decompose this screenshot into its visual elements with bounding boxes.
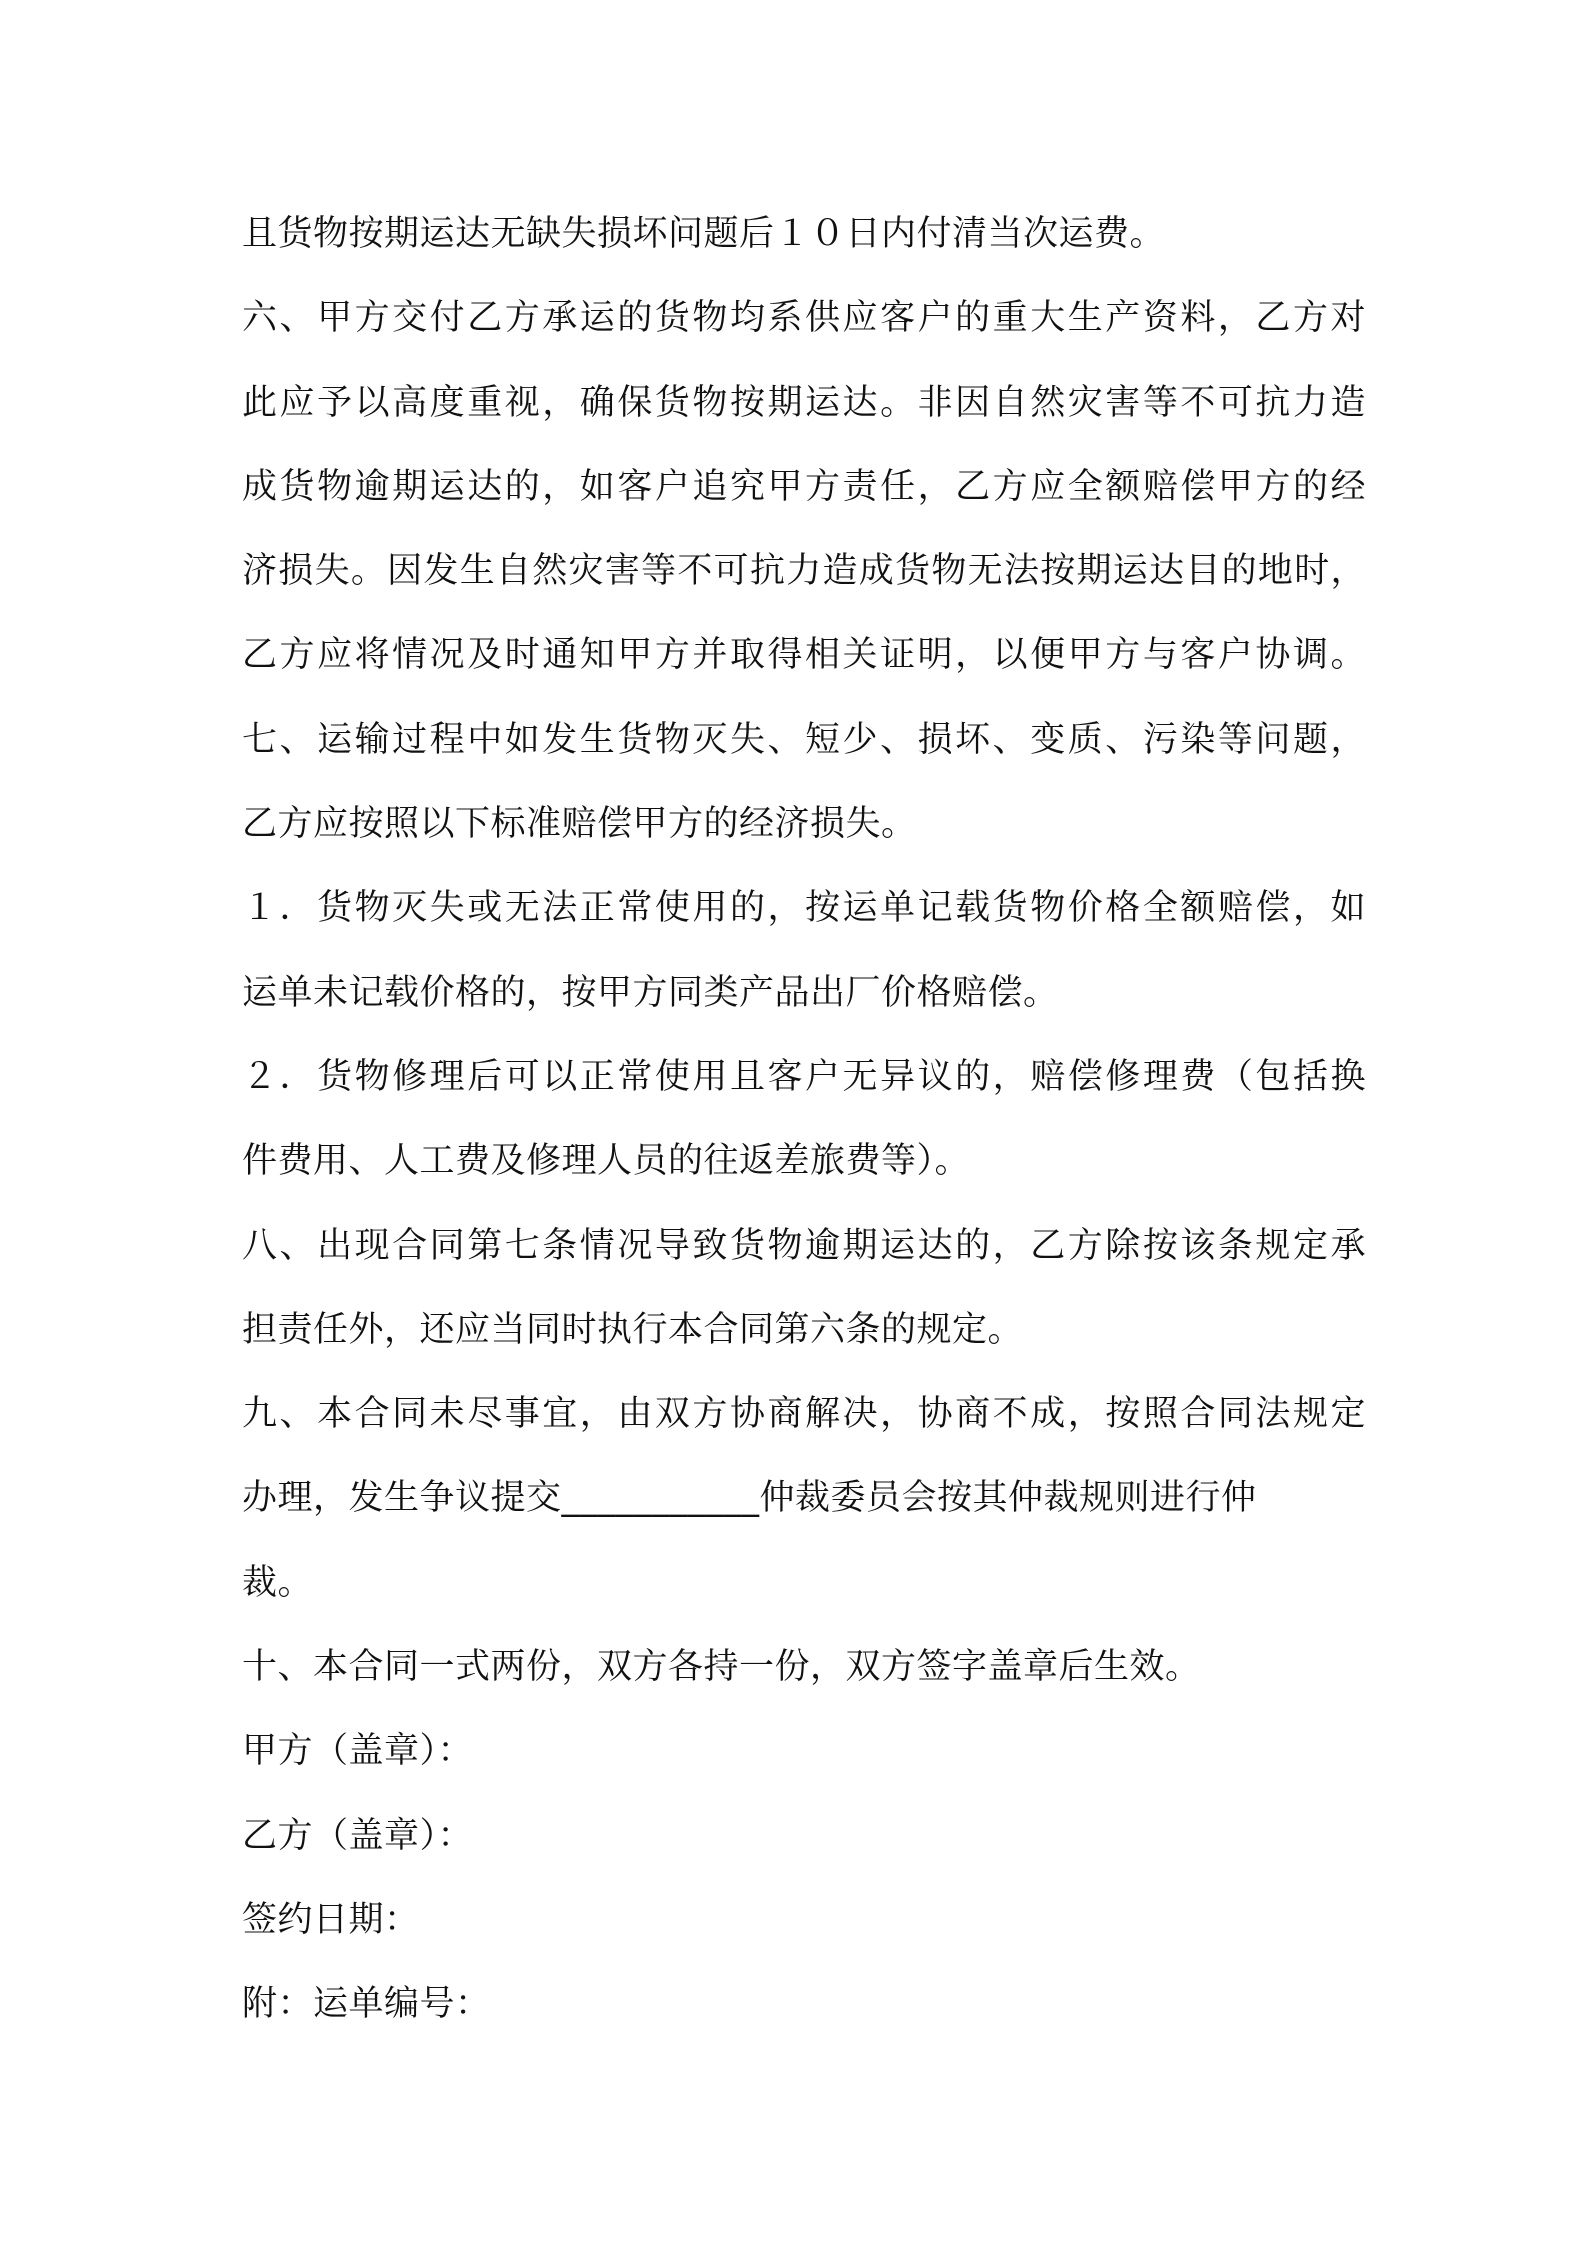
text-line: 六、甲方交付乙方承运的货物均系供应客户的重大生产资料，乙方对 bbox=[242, 298, 1366, 339]
signing-date-label: 签约日期： bbox=[242, 1899, 420, 1940]
text-line: 七、运输过程中如发生货物灭失、短少、损坏、变质、污染等问题， bbox=[242, 719, 1366, 760]
text-line: 成货物逾期运达的，如客户追究甲方责任，乙方应全额赔偿甲方的经 bbox=[242, 466, 1366, 507]
text-line: 此应予以高度重视，确保货物按期运达。非因自然灾害等不可抗力造 bbox=[242, 382, 1366, 423]
text-line: 八、出现合同第七条情况导致货物逾期运达的，乙方除按该条规定承 bbox=[242, 1225, 1366, 1266]
waybill-number-label: 附：运单编号： bbox=[242, 1984, 491, 2025]
text-line: ２．货物修理后可以正常使用且客户无异议的，赔偿修理费（包括换 bbox=[242, 1056, 1366, 1097]
signature-label-party-a: 甲方（盖章）： bbox=[242, 1731, 474, 1772]
text-line: 办理，发生争议提交___________仲裁委员会按其仲裁规则进行仲 bbox=[242, 1478, 1257, 1519]
text-line: 九、本合同未尽事宜，由双方协商解决，协商不成，按照合同法规定 bbox=[242, 1394, 1366, 1435]
signature-label-party-b: 乙方（盖章）： bbox=[242, 1815, 474, 1856]
text-line: 运单未记载价格的，按甲方同类产品出厂价格赔偿。 bbox=[242, 972, 1059, 1013]
text-line: 十、本合同一式两份，双方各持一份，双方签字盖章后生效。 bbox=[242, 1647, 1201, 1688]
text-line: 乙方应按照以下标准赔偿甲方的经济损失。 bbox=[242, 804, 917, 845]
contract-text bbox=[242, 192, 1372, 2047]
text-line: 裁。 bbox=[242, 1562, 314, 1603]
text-line: 且货物按期运达无缺失损坏问题后１０日内付清当次运费。 bbox=[242, 214, 1166, 254]
text-line: 担责任外，还应当同时执行本合同第六条的规定。 bbox=[242, 1309, 1024, 1350]
text-line: 济损失。因发生自然灾害等不可抗力造成货物无法按期运达目的地时， bbox=[242, 551, 1366, 592]
text-line: １．货物灭失或无法正常使用的，按运单记载货物价格全额赔偿，如 bbox=[242, 888, 1366, 929]
text-line: 乙方应将情况及时通知甲方并取得相关证明，以便甲方与客户协调。 bbox=[242, 635, 1366, 676]
text-line: 件费用、人工费及修理人员的往返差旅费等）。 bbox=[242, 1141, 971, 1182]
